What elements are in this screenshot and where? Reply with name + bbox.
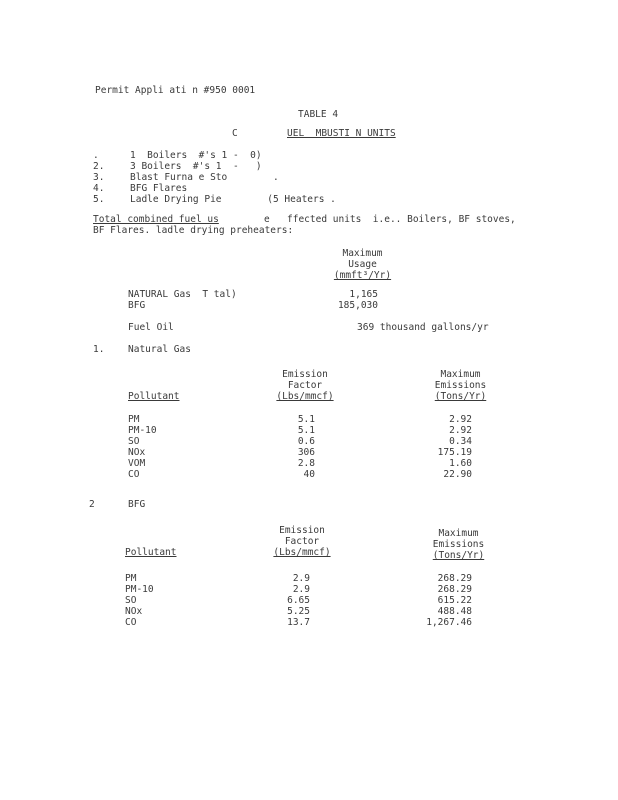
s2-max-h1: Maximum [438,528,479,539]
usage-fuel-ng: NATURAL Gas T tal) [128,289,237,300]
table-cell-pollutant: SO [125,595,137,606]
table-cell-max: 488.48 [437,606,472,617]
s1-factor-h2: Factor [287,380,323,391]
table-cell-max: 2.92 [449,414,472,425]
list-item-num: . [93,150,99,161]
table-title: TABLE 4 [298,109,339,120]
table-cell-pollutant: CO [125,617,137,628]
table-cell-factor: 5.1 [297,425,315,436]
table-cell-max: 175.19 [437,447,472,458]
usage-fuel-bfg: BFG [128,300,146,311]
section1-num: 1. [93,344,105,355]
table-cell-factor: 5.1 [297,414,315,425]
s1-factor-h3: (Lbs/mmcf) [276,391,334,402]
usage-header-3: (mmft³/Yr) [333,270,392,281]
permit-header: Permit Appli ati n #950 0001 [95,85,256,96]
s2-pollutant-header: Pollutant [125,547,177,558]
s1-max-h2: Emissions [434,380,487,391]
table-cell-max: 1,267.46 [426,617,472,628]
intro-line2: BF Flares. ladle drying preheaters: [93,225,294,236]
s2-factor-h2: Factor [284,536,320,547]
table-cell-pollutant: PM [128,414,140,425]
s2-factor-h1: Emission [279,525,325,536]
list-item: 1 Boilers #'s 1 - 0) [130,150,262,161]
table-cell-max: 268.29 [437,573,472,584]
usage-fuel-oil: Fuel Oil [128,322,174,333]
list-item: BFG Flares [130,183,188,194]
usage-value-oil: 369 thousand gallons/yr [357,322,489,333]
subtitle-right: UEL MBUSTI N UNITS [287,128,396,139]
list-item: 3 Boilers #'s 1 - ) [130,161,262,172]
table-cell-factor: 2.8 [297,458,315,469]
list-item-num: 5. [93,194,105,205]
table-cell-pollutant: NOx [125,606,143,617]
table-cell-factor: 2.9 [292,584,310,595]
table-cell-factor: 13.7 [287,617,310,628]
table-cell-pollutant: PM-10 [125,584,154,595]
section2-title: BFG [128,499,146,510]
table-cell-factor: 5.25 [287,606,310,617]
s1-max-h1: Maximum [440,369,481,380]
table-cell-pollutant: PM [125,573,137,584]
table-cell-pollutant: CO [128,469,140,480]
intro-label: Total combined fuel us [93,214,219,225]
list-item-num: 3. [93,172,105,183]
table-cell-max: 22.90 [443,469,472,480]
table-cell-pollutant: SO [128,436,140,447]
section2-num: 2 [89,499,95,510]
usage-header-2: Usage [348,259,377,270]
table-cell-max: 1.60 [449,458,472,469]
list-item: Blast Furna e Sto . [130,172,279,183]
s1-factor-h1: Emission [282,369,328,380]
s1-pollutant-header: Pollutant [128,391,180,402]
list-item: Ladle Drying Pie (5 Heaters . [130,194,336,205]
table-cell-factor: 40 [303,469,315,480]
intro-mid: e [264,214,270,225]
usage-value-ng: 1,165 [349,289,378,300]
subtitle-left: C [232,128,238,139]
table-cell-max: 615.22 [437,595,472,606]
table-cell-factor: 306 [297,447,315,458]
section1-title: Natural Gas [128,344,191,355]
usage-value-bfg: 185,030 [337,300,378,311]
table-cell-factor: 0.6 [297,436,315,447]
table-cell-pollutant: NOx [128,447,146,458]
table-cell-pollutant: PM-10 [128,425,157,436]
table-cell-pollutant: VOM [128,458,146,469]
table-cell-max: 268.29 [437,584,472,595]
usage-header-1: Maximum [342,248,383,259]
table-cell-max: 2.92 [449,425,472,436]
table-cell-max: 0.34 [449,436,472,447]
table-cell-factor: 2.9 [292,573,310,584]
s1-max-h3: (Tons/Yr) [434,391,487,402]
list-item-num: 2. [93,161,105,172]
s2-max-h3: (Tons/Yr) [432,550,485,561]
s2-max-h2: Emissions [432,539,485,550]
list-item-num: 4. [93,183,105,194]
intro-rest: ffected units i.e.. Boilers, BF stoves, [287,214,516,225]
table-cell-factor: 6.65 [287,595,310,606]
s2-factor-h3: (Lbs/mmcf) [273,547,331,558]
